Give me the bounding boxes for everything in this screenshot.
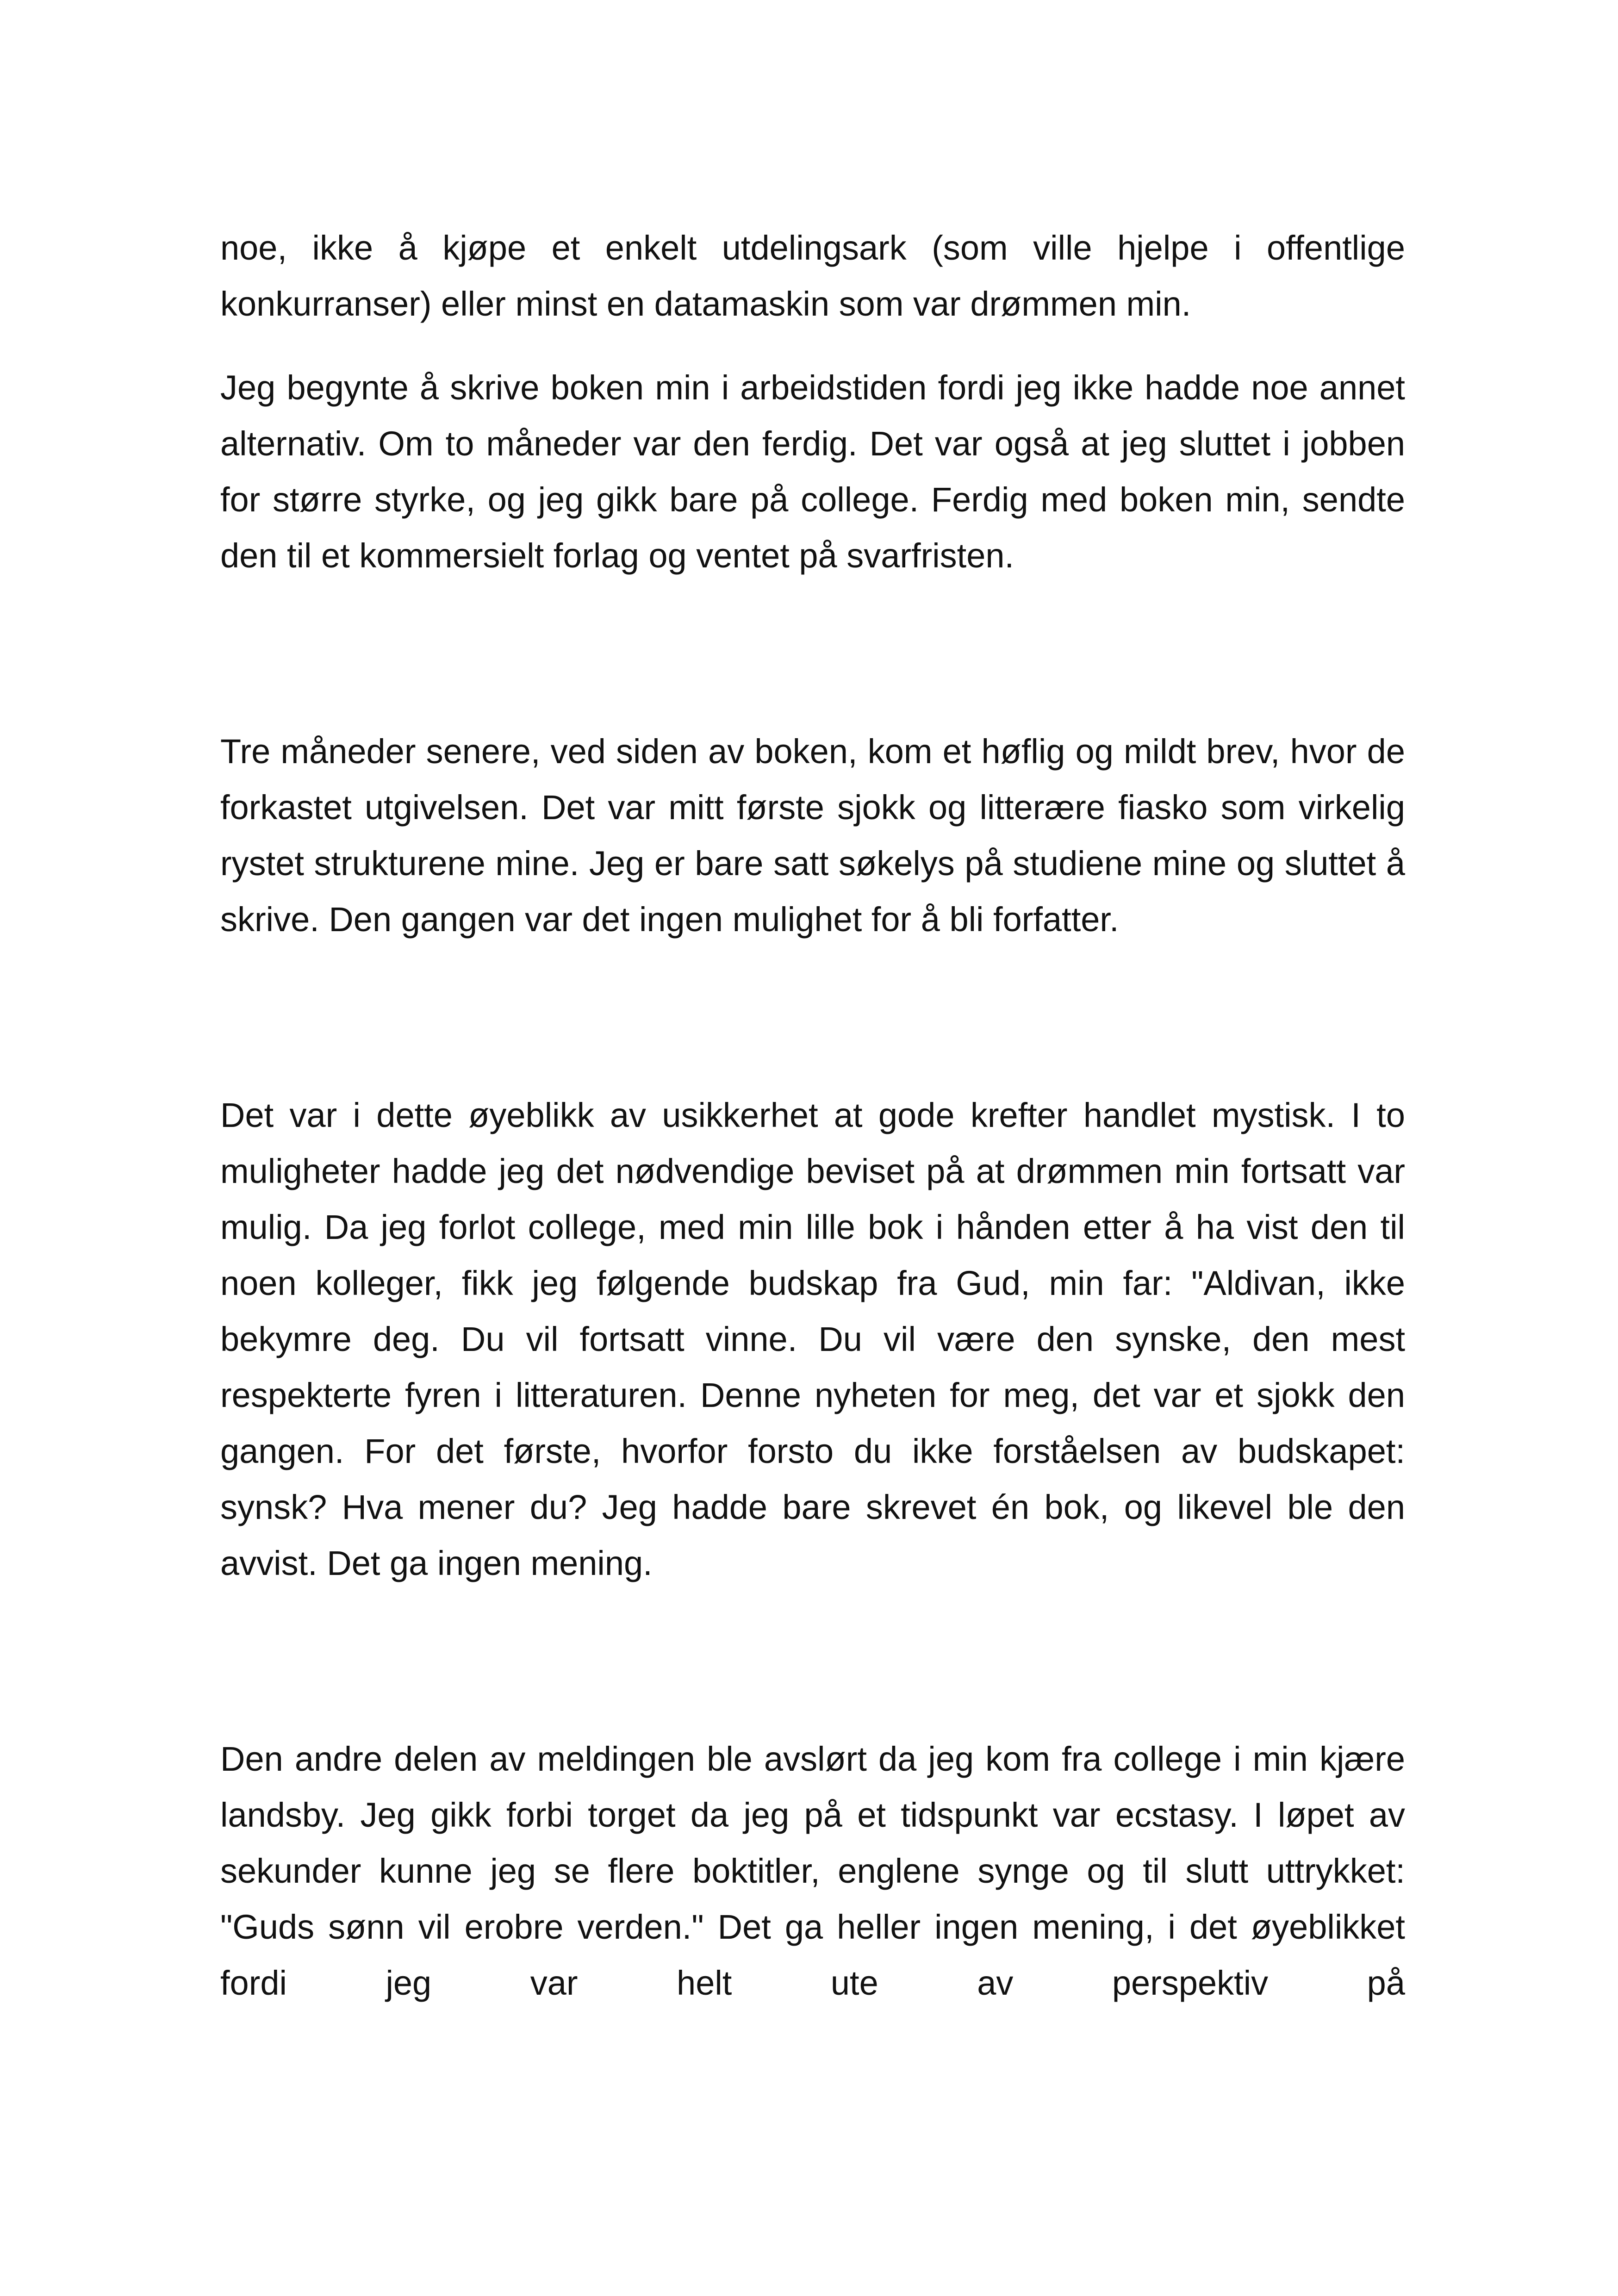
paragraph-spacer (220, 1591, 1405, 1731)
paragraph-spacer (220, 332, 1405, 360)
paragraph-1: noe, ikke å kjøpe et enkelt utdelingsark (som ville hjelpe i offentlige konkurranser) eller minst en datamaskin som var drømmen min. (220, 229, 1405, 323)
paragraph-4: Det var i dette øyeblikk av usikkerhet at gode krefter handlet mystisk. I to muligheter hadde jeg det nødvendige beviset på at drømmen min fortsatt var mulig. Da jeg forlot college, med min lille bok i hånden etter å ha vist den til noen kolleger, fikk jeg følgende budskap fra Gud, min far: "Aldivan, ikke bekymre deg. Du vil fortsatt vinne. Du vil være den synske, den mest respekterte fyren i litteraturen. Denne nyheten for meg, det var et sjokk den gangen. For det første, hvorfor forsto du ikke forståelsen av budskapet: synsk? Hva mener du? Jeg hadde bare skrevet én bok, og likevel ble den avvist. Det ga ingen mening. (220, 1096, 1405, 1582)
paragraph-3: Tre måneder senere, ved siden av boken, kom et høflig og mildt brev, hvor de forkastet utgivelsen. Det var mitt første sjokk og litterære fiasko som virkelig rystet strukturene mine. Jeg er bare satt søkelys på studiene mine og sluttet å skrive. Den gangen var det ingen mulighet for å bli forfatter. (220, 732, 1405, 939)
paragraph-spacer (220, 584, 1405, 723)
text-body (220, 220, 1405, 2011)
paragraph-2: Jeg begynte å skrive boken min i arbeidstiden fordi jeg ikke hadde noe annet alternativ. Om to måneder var den ferdig. Det var også at jeg sluttet i jobben for større styrke, og jeg gikk bare på college. Ferdig med boken min, sendte den til et kommersielt forlag og ventet på svarfristen. (220, 368, 1405, 575)
paragraph-5: Den andre delen av meldingen ble avslørt da jeg kom fra college i min kjære landsby. Jeg gikk forbi torget da jeg på et tidspunkt var ecstasy. I løpet av sekunder kunne jeg se flere boktitler, englene synge og til slutt uttrykket: "Guds sønn vil erobre verden." Det ga heller ingen mening, i det øyeblikket fordi jeg var helt ute av perspektiv på (220, 1740, 1405, 2002)
paragraph-spacer (220, 947, 1405, 1087)
